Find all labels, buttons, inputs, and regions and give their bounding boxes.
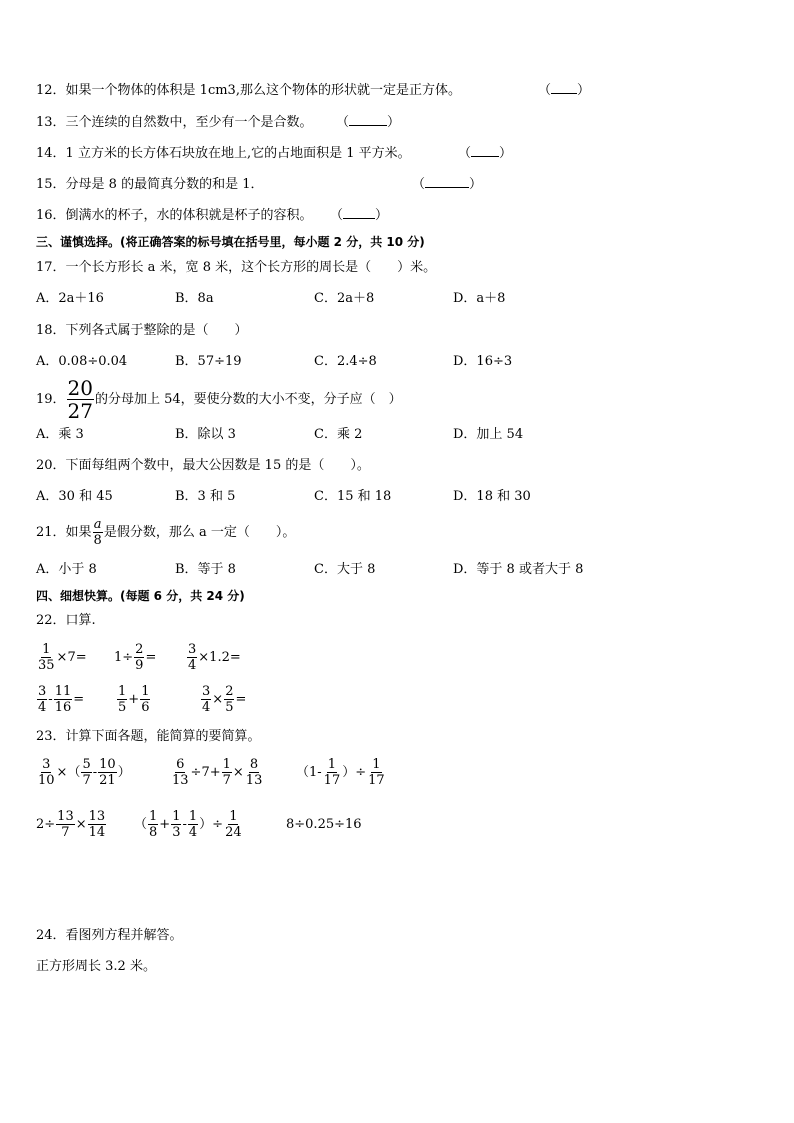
q19-option-b[interactable]: B．除以 3 xyxy=(175,427,236,442)
q23-expr-b: $\frac{6}{13}$ ÷7+ $\frac{1}{7}$ × $\frac{8}{13}$ xyxy=(172,757,263,788)
question-24: 24．看图列方程并解答。 xyxy=(36,928,183,943)
q23-expr-a: $\frac{3}{10}$ ×（ $\frac{5}{7}$ - $\frac{10}{21}$ ） xyxy=(38,757,131,788)
q22-expr-6: $\frac{3}{4}$ × $\frac{2}{5}$ = xyxy=(202,684,247,715)
section-4-heading: 四、细想快算。(每题 6 分，共 24 分) xyxy=(36,589,245,603)
question-16: 16．倒满水的杯子，水的体积就是杯子的容积。 xyxy=(36,208,313,223)
q20-option-b[interactable]: B．3 和 5 xyxy=(175,489,236,504)
q23-expr-c: （1- $\frac{1}{17}$ ）÷ $\frac{1}{17}$ xyxy=(296,757,385,788)
q20-option-c[interactable]: C．15 和 18 xyxy=(314,489,392,504)
q17-option-a[interactable]: A．2a＋16 xyxy=(36,291,104,306)
q17-option-d[interactable]: D．a＋8 xyxy=(453,291,506,306)
q17-option-c[interactable]: C．2a＋8 xyxy=(314,291,375,306)
q18-option-d[interactable]: D．16÷3 xyxy=(453,354,513,369)
q22-expr-3: $\frac{3}{4}$ ×1.2= xyxy=(188,642,241,673)
section-3-heading: 三、谨慎选择。(将正确答案的标号填在括号里，每小题 2 分，共 10 分) xyxy=(36,235,425,249)
fraction-20-27: $\frac{20}{27}$ xyxy=(67,376,93,423)
question-23: 23．计算下面各题，能简算的要简算。 xyxy=(36,729,261,744)
question-14: 14．1 立方米的长方体石块放在地上,它的占地面积是 1 平方米。 xyxy=(36,146,411,161)
question-22: 22．口算. xyxy=(36,613,96,628)
q21-option-d[interactable]: D．等于 8 或者大于 8 xyxy=(453,562,584,577)
q22-expr-5: $\frac{1}{5}$ + $\frac{1}{6}$ xyxy=(118,684,150,715)
q17-option-b[interactable]: B．8a xyxy=(175,291,214,306)
q21-option-c[interactable]: C．大于 8 xyxy=(314,562,376,577)
q21-option-a[interactable]: A．小于 8 xyxy=(36,562,97,577)
question-13: 13．三个连续的自然数中，至少有一个是合数。 xyxy=(36,115,313,130)
q20-option-a[interactable]: A．30 和 45 xyxy=(36,489,113,504)
q18-option-b[interactable]: B．57÷19 xyxy=(175,354,242,369)
q23-expr-e: （ $\frac{1}{8}$ + $\frac{1}{3}$ - $\frac{1}{4}$ ）÷ $\frac{1}{24}$ xyxy=(134,809,242,840)
q21-option-b[interactable]: B．等于 8 xyxy=(175,562,236,577)
question-20: 20．下面每组两个数中，最大公因数是 15 的是（ ）。 xyxy=(36,458,370,473)
q22-expr-1: $\frac{1}{35}$ ×7= xyxy=(38,642,87,673)
answer-blank-12[interactable]: （ ） xyxy=(538,83,591,98)
answer-blank-13[interactable]: （ ） xyxy=(336,115,401,130)
q22-expr-2: 1÷ $\frac{2}{9}$ = xyxy=(114,642,157,673)
q18-option-a[interactable]: A．0.08÷0.04 xyxy=(36,354,128,369)
q20-option-d[interactable]: D．18 和 30 xyxy=(453,489,531,504)
answer-blank-15[interactable]: （ ） xyxy=(412,177,483,192)
question-17: 17．一个长方形长 a 米，宽 8 米，这个长方形的周长是（ ）米。 xyxy=(36,260,437,275)
q19-option-c[interactable]: C．乘 2 xyxy=(314,427,363,442)
q19-option-a[interactable]: A．乘 3 xyxy=(36,427,84,442)
question-19: 19． $\frac{20}{27}$ 的分母加上 54，要使分数的大小不变，分子应（ ） xyxy=(36,376,402,423)
q22-expr-4: $\frac{3}{4}$ - $\frac{11}{16}$ = xyxy=(38,684,85,715)
q19-option-d[interactable]: D．加上 54 xyxy=(453,427,524,442)
answer-blank-16[interactable]: （ ） xyxy=(330,208,389,223)
q18-option-c[interactable]: C．2.4÷8 xyxy=(314,354,377,369)
fraction-a-8: $\frac{a}{8}$ xyxy=(93,517,102,548)
question-21: 21．如果 $\frac{a}{8}$ 是假分数，那么 a 一定（ ）。 xyxy=(36,517,296,548)
q24-given: 正方形周长 3.2 米。 xyxy=(36,959,156,974)
q23-expr-f: 8÷0.25÷16 xyxy=(286,817,362,832)
question-18: 18．下列各式属于整除的是（ ） xyxy=(36,323,248,338)
answer-blank-14[interactable]: （ ） xyxy=(458,146,513,161)
q23-expr-d: 2÷ $\frac{13}{7}$ × $\frac{13}{14}$ xyxy=(36,809,106,840)
question-12: 12．如果一个物体的体积是 1cm3,那么这个物体的形状就一定是正方体。 xyxy=(36,83,461,98)
question-15: 15．分母是 8 的最简真分数的和是 1． xyxy=(36,177,264,192)
